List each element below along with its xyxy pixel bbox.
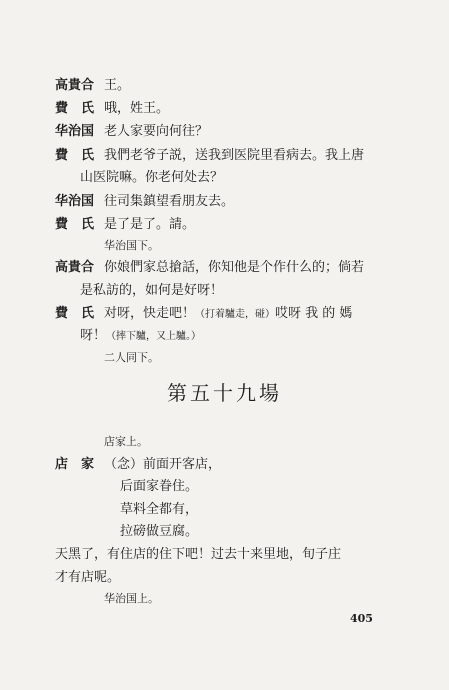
- verse-text: 拉磅做豆腐。: [120, 524, 199, 539]
- dialogue-line: [0, 99, 449, 119]
- dialogue-text: 哎呀 我 的 媽: [275, 306, 353, 321]
- verse-text: 后面家眷住。: [120, 479, 199, 494]
- stage-direction: [0, 236, 449, 256]
- continuation-text: 是私訪的，如何是好呀！: [80, 283, 224, 298]
- dialogue-text: 哦，姓王。: [104, 101, 170, 116]
- speaker-name: 高貴合: [55, 78, 95, 93]
- verse-line: [0, 477, 449, 497]
- inline-stage-direction: （摔下驢，又上驢。）: [106, 331, 202, 342]
- dialogue-text: （念）前面开客店，: [104, 457, 222, 472]
- speaker-name: 費 氏: [55, 148, 95, 163]
- dialogue-text: 你娘們家总搶話，你知他是个作什么的；倘若: [104, 260, 365, 275]
- verse-line: [0, 500, 449, 520]
- stage-direction-text: 二人同下。: [104, 351, 159, 364]
- continuation-text: 山医院嘛。你老何处去？: [80, 170, 224, 185]
- stage-direction: [0, 432, 449, 452]
- dialogue-text: 往司集鎮望看朋友去。: [104, 194, 235, 209]
- dialogue-text: 是了是了。請。: [104, 217, 196, 232]
- dialogue-line: [0, 192, 449, 212]
- verse-text: 草料全都有，: [120, 502, 199, 517]
- continuation-text: 才有店呢。: [55, 570, 121, 585]
- dialogue-line: [0, 76, 449, 96]
- speaker-name: 費 氏: [55, 306, 95, 321]
- dialogue-line: [0, 215, 449, 235]
- dialogue-continuation: [0, 281, 449, 301]
- speaker-name: 費 氏: [55, 217, 95, 232]
- dialogue-text: 我們老爷子説，送我到医院里看病去。我上唐: [104, 148, 365, 163]
- dialogue-line: [0, 304, 449, 324]
- dialogue-text: 老人家要向何往？: [104, 124, 209, 139]
- dialogue-line: [0, 122, 449, 142]
- speaker-name: 店 家: [55, 457, 95, 472]
- scene-title: 第五十九場: [167, 381, 282, 405]
- stage-direction-text: 华治国下。: [104, 239, 159, 252]
- dialogue-line: [0, 455, 449, 475]
- dialogue-line: [0, 258, 449, 278]
- dialogue-line: [0, 146, 449, 166]
- dialogue-continuation: [0, 168, 449, 188]
- dialogue-text: 对呀，快走吧！: [104, 306, 196, 321]
- continuation-text: 呀！: [80, 328, 107, 343]
- dialogue-continuation: [0, 568, 449, 588]
- stage-direction-text: 店家上。: [104, 435, 148, 448]
- verse-line: [0, 522, 449, 542]
- continuation-text: 天黑了，有住店的住下吧！过去十来里地，旬子庄: [55, 547, 342, 562]
- stage-direction-text: 华治国上。: [104, 592, 159, 605]
- dialogue-continuation: [0, 326, 449, 346]
- speaker-name: 高貴合: [55, 260, 95, 275]
- page-number: 405: [350, 612, 373, 625]
- dialogue-continuation: [0, 545, 449, 565]
- dialogue-text: 王。: [104, 78, 131, 93]
- speaker-name: 华治国: [55, 124, 95, 139]
- dialogue-text-group: [104, 304, 352, 325]
- stage-direction: [0, 348, 449, 368]
- speaker-name: 华治国: [55, 194, 95, 209]
- inline-stage-direction: （打着驢走，碰）: [195, 309, 276, 320]
- stage-direction: [0, 589, 449, 609]
- continuation-group: [80, 326, 201, 347]
- speaker-name: 費 氏: [55, 101, 95, 116]
